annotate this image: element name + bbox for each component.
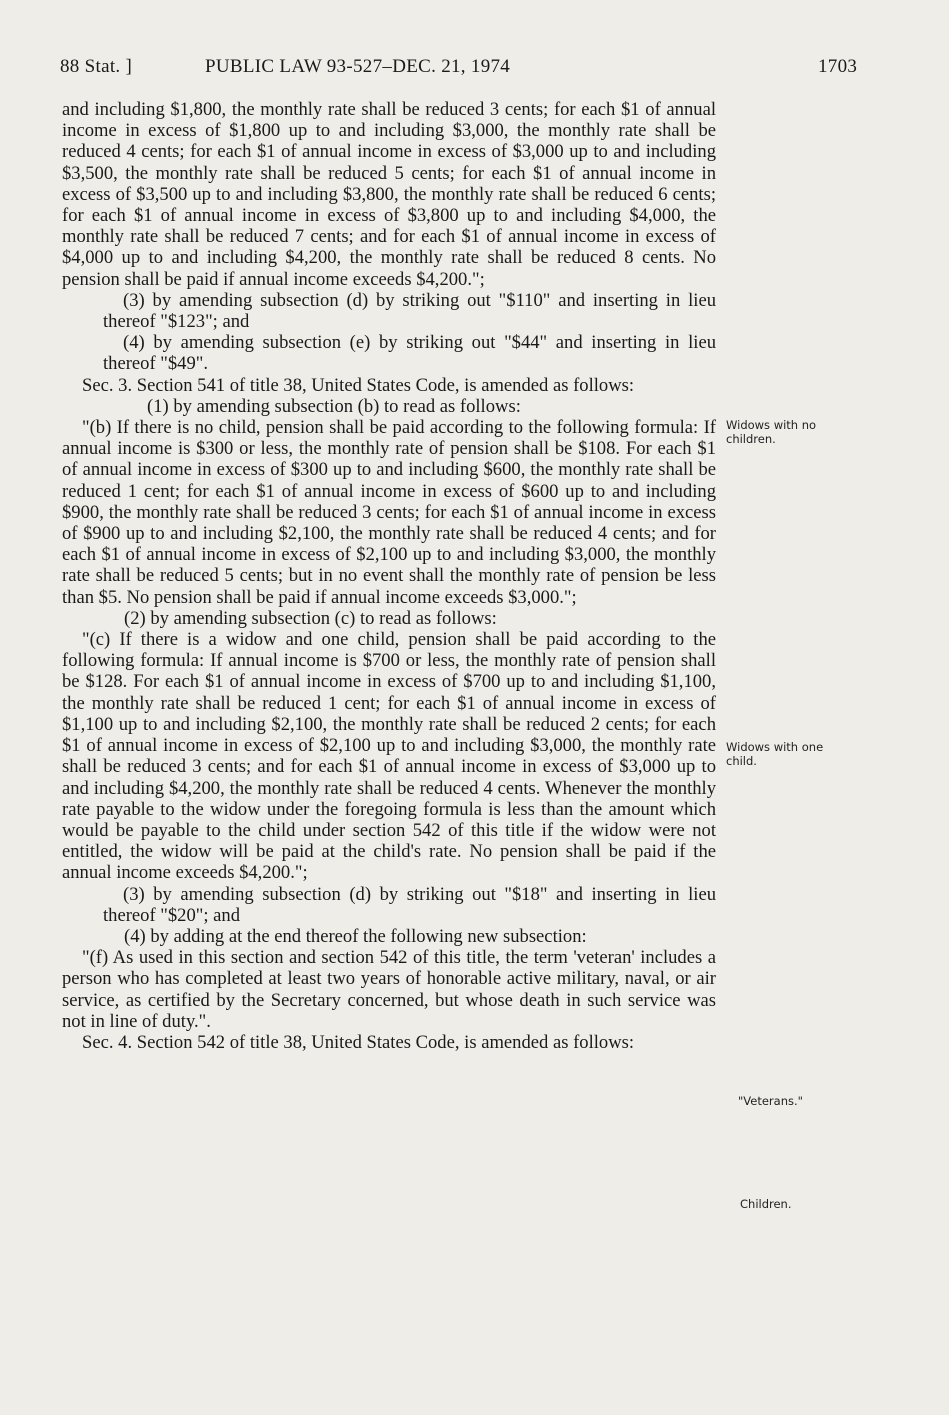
paragraph-quote-f: "(f) As used in this section and section 542 of this title, the term 'veteran' includes a person who has completed at least two years of honorable active military, naval, or air service, as certified by the Secretary concerned, but whose death in such service was not in line of duty.". (62, 947, 716, 1032)
paragraph-continuation: and including $1,800, the monthly rate shall be reduced 3 cents; for each $1 of annual income in excess of $1,800 up to and including $3,000, the monthly rate shall be reduced 4 cents; for each $1 of annual income in excess of $3,000 up to and including $3,500, the monthly rate shall be reduced 5 cents; for each $1 of annual income in excess of $3,500 up to and including $3,800, the monthly rate shall be reduced 6 cents; for each $1 of annual income in excess of $3,800 up to and including $4,000, the monthly rate shall be reduced 7 cents; and for each $1 of annual income in excess of $4,000 up to and including $4,200, the monthly rate shall be reduced 8 cents. No pension shall be paid if annual income exceeds $4,200."; (62, 99, 716, 290)
paragraph-section-3: Sec. 3. Section 541 of title 38, United States Code, is amended as follows: (82, 374, 635, 396)
margin-note-widows-one-child: Widows with one child. (726, 740, 824, 768)
paragraph-section-4: Sec. 4. Section 542 of title 38, United States Code, is amended as follows: (82, 1031, 635, 1053)
paragraph-quote-b: "(b) If there is no child, pension shall be paid according to the following formula: If annual income is $300 or less, the monthly rate of pension shall be $108. For each $1 of annual income in excess of $300 up to and including $600, the monthly rate shall be reduced 1 cent; for each $1 of annual income in excess of $600 up to and including $900, the monthly rate shall be reduced 3 cents; for each $1 of annual income in excess of $900 up to and including $2,100, the monthly rate shall be reduced 4 cents; and for each $1 of annual income in excess of $2,100 up to and including $3,000, the monthly rate shall be reduced 5 cents; but in no event shall the monthly rate of pension be less than $5. No pension shall be paid if annual income exceeds $3,000."; (62, 417, 716, 608)
statute-body (62, 99, 716, 1053)
paragraph-subsection-4: (4) by amending subsection (e) by striking out "$44" and inserting in lieu thereof "$49". (103, 332, 716, 375)
paragraph-amend-b: (1) by amending subsection (b) to read as follows: (147, 395, 521, 417)
paragraph-subsection-3: (3) by amending subsection (d) by striking out "$110" and inserting in lieu thereof "$123"; and (103, 289, 716, 333)
page-title: PUBLIC LAW 93-527–DEC. 21, 1974 (205, 56, 511, 77)
paragraph-quote-c: "(c) If there is a widow and one child, pension shall be paid according to the following formula: If annual income is $700 or less, the monthly rate of pension shall be $128. For each $1 of annual income in excess of $700 up to and including $1,100, the monthly rate shall be reduced 1 cent; for each $1 of annual income in excess of $1,100 up to and including $2,100, the monthly rate shall be reduced 2 cents; for each $1 of annual income in excess of $2,100 up to and including $3,000, the monthly rate shall be reduced 3 cents; and for each $1 of annual income in excess of $3,000 up to and including $4,200, the monthly rate shall be reduced 4 cents. Whenever the monthly rate payable to the widow under the foregoing formula is less than the amount which would be payable to the child under section 542 of this title if the widow were not entitled, the widow will be paid at the child's rate. No pension shall be paid if the annual income exceeds $4,200."; (62, 629, 716, 884)
page-number: 1703 (818, 56, 858, 77)
paragraph-amend-f: (4) by adding at the end thereof the following new subsection: (124, 925, 587, 947)
margin-note-children: Children. (740, 1197, 792, 1211)
margin-note-veterans: "Veterans." (738, 1094, 803, 1108)
paragraph-amend-d: (3) by amending subsection (d) by striking out "$18" and inserting in lieu thereof "$20"; and (103, 883, 716, 926)
margin-note-widows-no-children: Widows with no children. (726, 418, 817, 446)
stat-reference: 88 Stat. ] (60, 56, 133, 77)
paragraph-amend-c: (2) by amending subsection (c) to read as follows: (124, 607, 497, 629)
